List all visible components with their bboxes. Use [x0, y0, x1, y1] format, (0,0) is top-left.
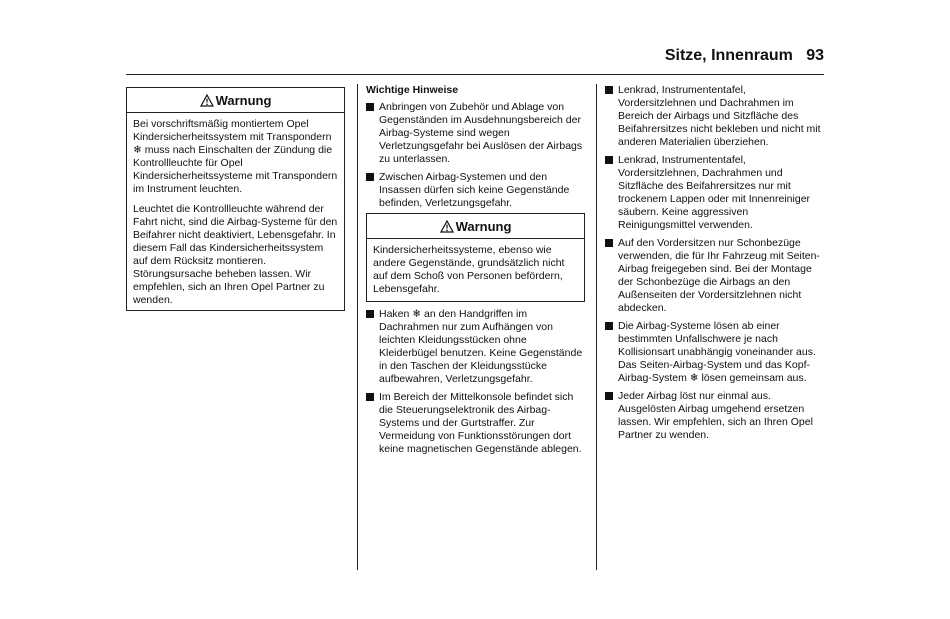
- bullet-square-icon: [366, 310, 374, 318]
- list-item-text: Lenkrad, Instrumententafel, Vordersitzlehnen und Dachrahmen im Bereich der Airbags und Sitzfläche des Beifahrersitzes nicht bekleben und nicht mit anderen Materialien überziehen.: [618, 84, 821, 148]
- warning-heading-text: Warnung: [215, 92, 272, 108]
- list-item-text: Die Airbag-Systeme lösen ab einer bestimmten Unfallschwere je nach Kollisionsart unabhängig voneinander aus. Das Seiten-Airbag-System und das Kopf-Airbag-System ❄ lösen gemeinsam aus.: [618, 320, 816, 384]
- bullet-square-icon: [605, 239, 613, 247]
- middle-column: [366, 84, 584, 215]
- warning-body: [367, 239, 584, 300]
- column-divider-left: [357, 84, 358, 570]
- warning-body: [127, 113, 344, 311]
- bullet-square-icon: [605, 156, 613, 164]
- warning-paragraph: Kindersicherheitssysteme, ebenso wie andere Gegenstände, grundsätzlich nicht auf dem Schoß von Personen befördern, Lebensgefahr.: [373, 244, 565, 295]
- warning-triangle-icon: [440, 220, 454, 233]
- bullet-square-icon: [366, 393, 374, 401]
- warning-box-left: [126, 87, 345, 311]
- list-item: [605, 154, 825, 232]
- warning-box-middle: [366, 213, 585, 302]
- bullet-square-icon: [605, 86, 613, 94]
- column-divider-right: [596, 84, 597, 570]
- warning-heading: [367, 214, 584, 239]
- list-item-text: Lenkrad, Instrumententafel, Vordersitzlehnen, Dachrahmen und Sitzfläche des Beifahrersitzes nur mit trockenem Lappen oder mit Innenreiniger säubern. Keine aggressiven Reinigungsmittel verwenden.: [618, 154, 811, 231]
- list-item: [366, 391, 584, 456]
- bullet-square-icon: [366, 103, 374, 111]
- warning-paragraph: Leuchtet die Kontrollleuchte während der Fahrt nicht, sind die Airbag-Systeme für den Beifahrer nicht deaktiviert, Lebensgefahr. In diesem Fall das Kindersicherheitssystem auf dem Rücksitz montieren. Störungsursache beheben lassen. Wir empfehlen, sich an Ihren Opel Partner zu wenden.: [133, 203, 338, 306]
- list-item: [605, 237, 825, 315]
- list-item-text: Zwischen Airbag-Systemen und den Insassen dürfen sich keine Gegenstände befinden, Verletzungsgefahr.: [379, 171, 570, 209]
- warning-paragraph: Bei vorschriftsmäßig montiertem Opel Kindersicherheitssystem mit Transpondern ❄ muss nach Einschalten der Zündung die Kontrollleuchte für Opel Kindersicherheitssysteme mit Transpondern im Instrument leuchten.: [133, 118, 338, 195]
- bullet-square-icon: [605, 392, 613, 400]
- list-item: [605, 390, 825, 442]
- right-column: [605, 84, 825, 447]
- list-item-text: Auf den Vordersitzen nur Schonbezüge verwenden, die für Ihr Fahrzeug mit Seiten-Airbag freigegeben sind. Bei der Montage der Schonbezüge die Airbags an den Außenseiten der Vordersitzlehnen nicht abdecken.: [618, 237, 820, 314]
- page-number: 93: [806, 47, 824, 64]
- list-item: [366, 171, 584, 210]
- list-item: [366, 308, 584, 386]
- page-header: [126, 44, 824, 75]
- list-item: [366, 101, 584, 166]
- list-item-text: Anbringen von Zubehör und Ablage von Gegenständen im Ausdehnungsbereich der Airbag-Systeme sind wegen Verletzungsgefahr bei Auslösen der Airbags zu unterlassen.: [379, 101, 583, 165]
- middle-column-lower: [366, 308, 584, 461]
- list-item: [605, 84, 825, 149]
- bullet-square-icon: [605, 322, 613, 330]
- list-item: [605, 320, 825, 385]
- section-title-text: Sitze, Innenraum: [664, 47, 793, 64]
- list-item-text: Im Bereich der Mittelkonsole befindet sich die Steuerungselektronik des Airbag-Systems und der Gurtstraffer. Zur Vermeidung von Funktionsstörungen dort keine magnetischen Gegenstände ablegen.: [379, 391, 582, 455]
- warning-heading: [127, 88, 344, 113]
- warning-heading-text: Warnung: [455, 218, 512, 234]
- list-item-text: Haken ❄ an den Handgriffen im Dachrahmen nur zum Aufhängen von leichten Kleidungsstücken ohne Kleiderbügel benutzen. Keine Gegenstände in den Taschen der Kleidungsstücke aufbewahren, Verletzungsgefahr.: [379, 308, 583, 385]
- section-heading: Wichtige Hinweise: [366, 84, 459, 96]
- list-item-text: Jeder Airbag löst nur einmal aus. Ausgelösten Airbag umgehend ersetzen lassen. Wir empfehlen, sich an Ihren Opel Partner zu wenden.: [618, 390, 813, 441]
- warning-triangle-icon: [200, 94, 214, 107]
- page-title: [665, 47, 824, 65]
- bullet-square-icon: [366, 173, 374, 181]
